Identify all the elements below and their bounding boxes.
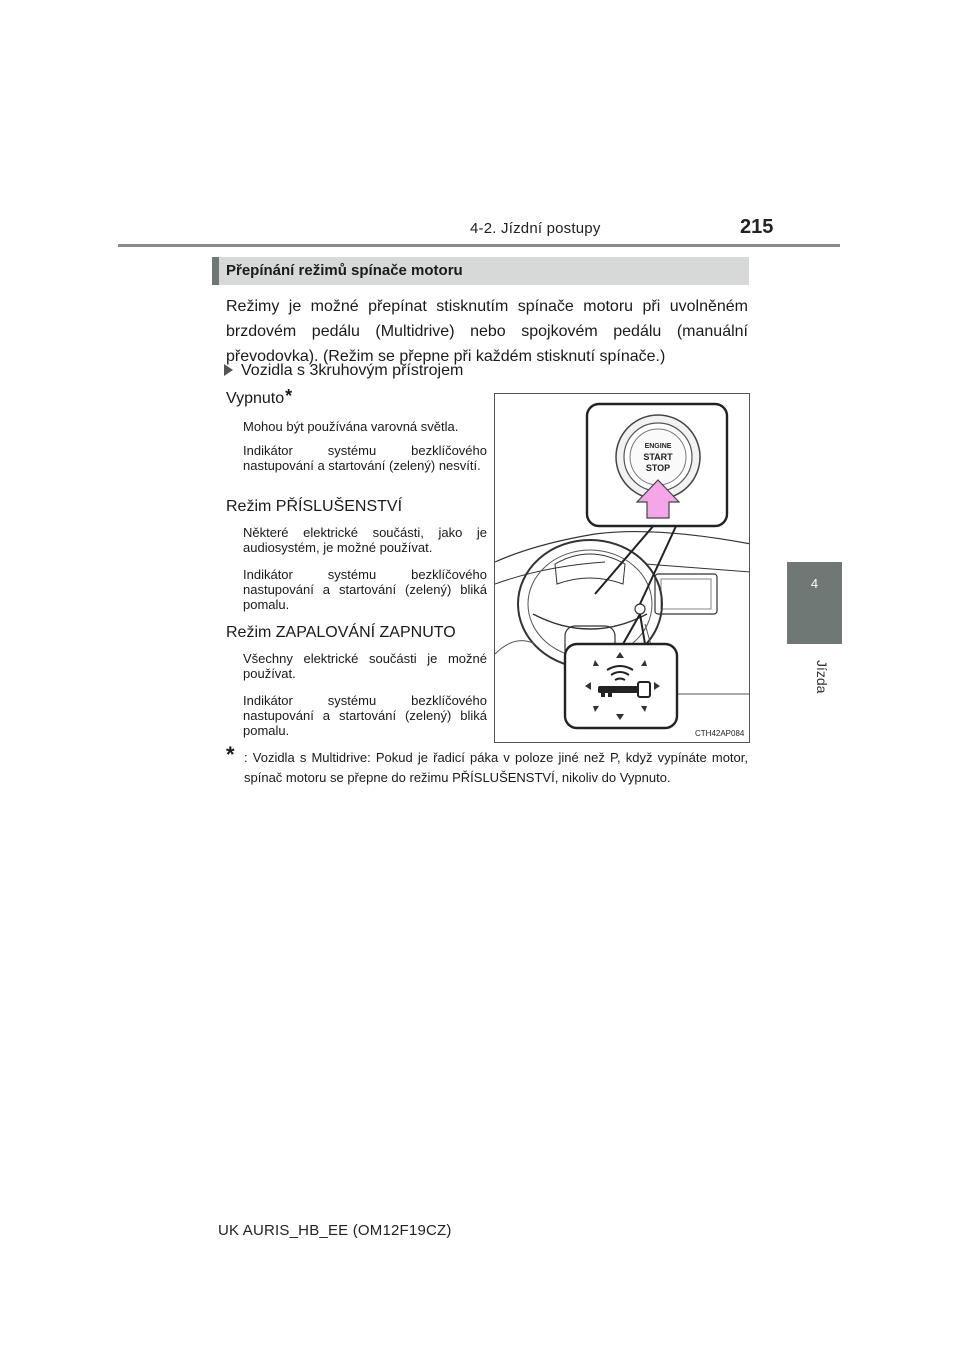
footnote-marker: * <box>285 386 293 406</box>
mode-desc: Některé elektrické součásti, jako je audiosystém, je možné používat. <box>243 525 487 555</box>
button-label-engine: ENGINE <box>644 443 672 450</box>
engine-switch-illustration <box>494 393 750 743</box>
chapter-tab <box>787 562 842 644</box>
intro-paragraph: Režimy je možné přepínat stisknutím spínače motoru při uvolněném brzdovém pedálu (Multidrive) nebo spojkovém pedálu (manuální převodovka). (Režim se přepne při každém stisknutí spínače.) <box>226 298 748 365</box>
mode-title-ignition-on: Režim ZAPALOVÁNÍ ZAPNUTO <box>226 624 456 641</box>
mode-desc: Indikátor systému bezklíčového nastupování a startování (zelený) bliká pomalu. <box>243 693 487 738</box>
mode-desc: Mohou být používána varovná světla. <box>243 419 459 434</box>
mode-title-accessory: Režim PŘÍSLUŠENSTVÍ <box>226 498 403 515</box>
section-title: Přepínání režimů spínače motoru <box>226 262 463 279</box>
bullet-text: Vozidla s 3kruhovým přístrojem <box>241 362 464 379</box>
footnote <box>226 742 748 788</box>
header-rule <box>118 244 840 247</box>
display-screen <box>655 574 717 614</box>
mode-desc: Indikátor systému bezklíčového nastupování a startování (zelený) nesvítí. <box>243 443 487 473</box>
switch-location-marker <box>635 604 645 614</box>
vehicle-variant-bullet <box>224 362 463 380</box>
dashboard-drawing <box>495 394 750 743</box>
footnote-text: : Vozidla s Multidrive: Pokud je řadicí páka v poloze jiné než P, když vypínáte motor, spínač motoru se přepne do režimu PŘÍSLUŠENSTVÍ, nikoliv do Vypnuto. <box>244 750 748 785</box>
mode-desc: Indikátor systému bezklíčového nastupování a startování (zelený) bliká pomalu. <box>243 567 487 612</box>
figure-code: CTH42AP084 <box>695 729 745 738</box>
triangle-bullet-icon <box>224 364 233 376</box>
section-heading-accent <box>212 257 219 285</box>
header-section-title: 4-2. Jízdní postupy <box>470 220 601 237</box>
document-footer: UK AURIS_HB_EE (OM12F19CZ) <box>218 1222 452 1239</box>
button-label-stop: STOP <box>645 463 671 473</box>
mode-title-off <box>226 386 293 411</box>
page-number: 215 <box>740 216 774 238</box>
footnote-marker: * <box>226 742 235 767</box>
button-label-start: START <box>643 452 673 462</box>
chapter-title-vertical <box>790 660 840 720</box>
mode-title-text: Vypnuto <box>226 390 285 407</box>
mode-desc: Všechny elektrické součásti je možné používat. <box>243 651 487 681</box>
chapter-number: 4 <box>810 576 819 591</box>
chapter-title: Jízda <box>814 660 830 694</box>
